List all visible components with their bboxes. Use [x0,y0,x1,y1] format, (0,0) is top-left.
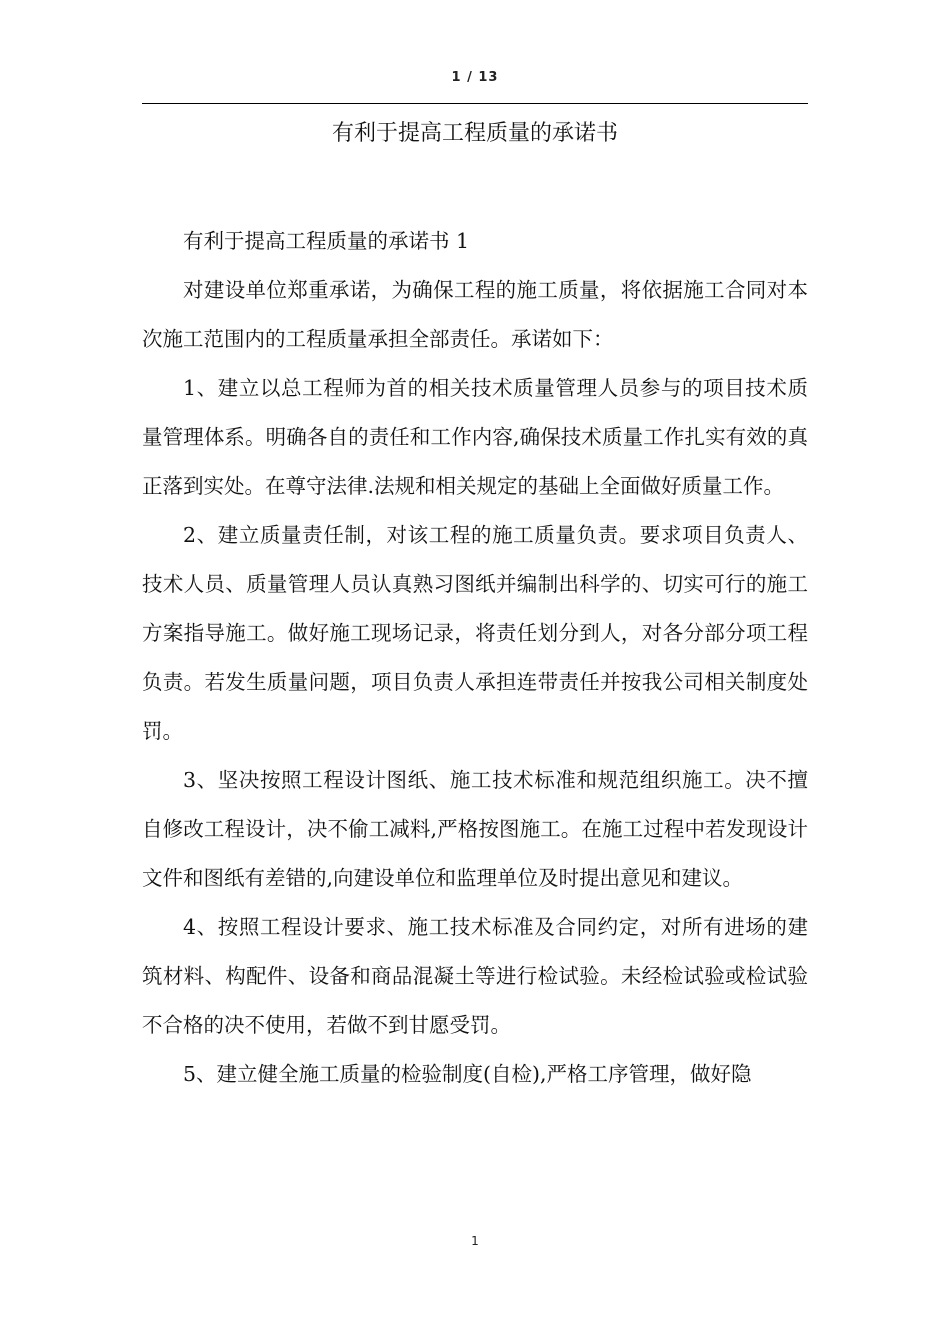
commitment-item-4: 4、按照工程设计要求、施工技术标准及合同约定，对所有进场的建筑材料、构配件、设备和商品混凝土等进行检试验。未经检试验或检试验不合格的决不使用，若做不到甘愿受罚。 [142,915,808,1037]
commitment-item-3: 3、坚决按照工程设计图纸、施工技术标准和规范组织施工。决不擅自修改工程设计，决不偷工减料,严格按图施工。在施工过程中若发现设计文件和图纸有差错的,向建设单位和监理单位及时提出意见和建议。 [142,768,808,890]
document-body [142,217,808,1099]
commitment-item-5: 5、建立健全施工质量的检验制度(自检),严格工序管理，做好隐 [183,1062,752,1086]
document-title: 有利于提高工程质量的承诺书 [331,121,618,146]
commitment-item-2: 2、建立质量责任制，对该工程的施工质量负责。要求项目负责人、技术人员、质量管理人员认真熟习图纸并编制出科学的、切实可行的施工方案指导施工。做好施工现场记录，将责任划分到人，对各分部分项工程负责。若发生质量问题，项目负责人承担连带责任并按我公司相关制度处罚。 [142,523,808,743]
page-indicator: 1 / 13 [451,70,499,85]
intro-paragraph: 对建设单位郑重承诺，为确保工程的施工质量，将依据施工合同对本次施工范围内的工程质量承担全部责任。承诺如下： [142,278,808,351]
commitment-item-1: 1、建立以总工程师为首的相关技术质量管理人员参与的项目技术质量管理体系。明确各自的责任和工作内容,确保技术质量工作扎实有效的真正落到实处。在尊守法律.法规和相关规定的基础上全面做好质量工作。 [142,376,808,498]
header-divider [142,103,808,104]
page-number: 1 [471,1234,479,1248]
section-heading: 有利于提高工程质量的承诺书 1 [183,229,470,253]
